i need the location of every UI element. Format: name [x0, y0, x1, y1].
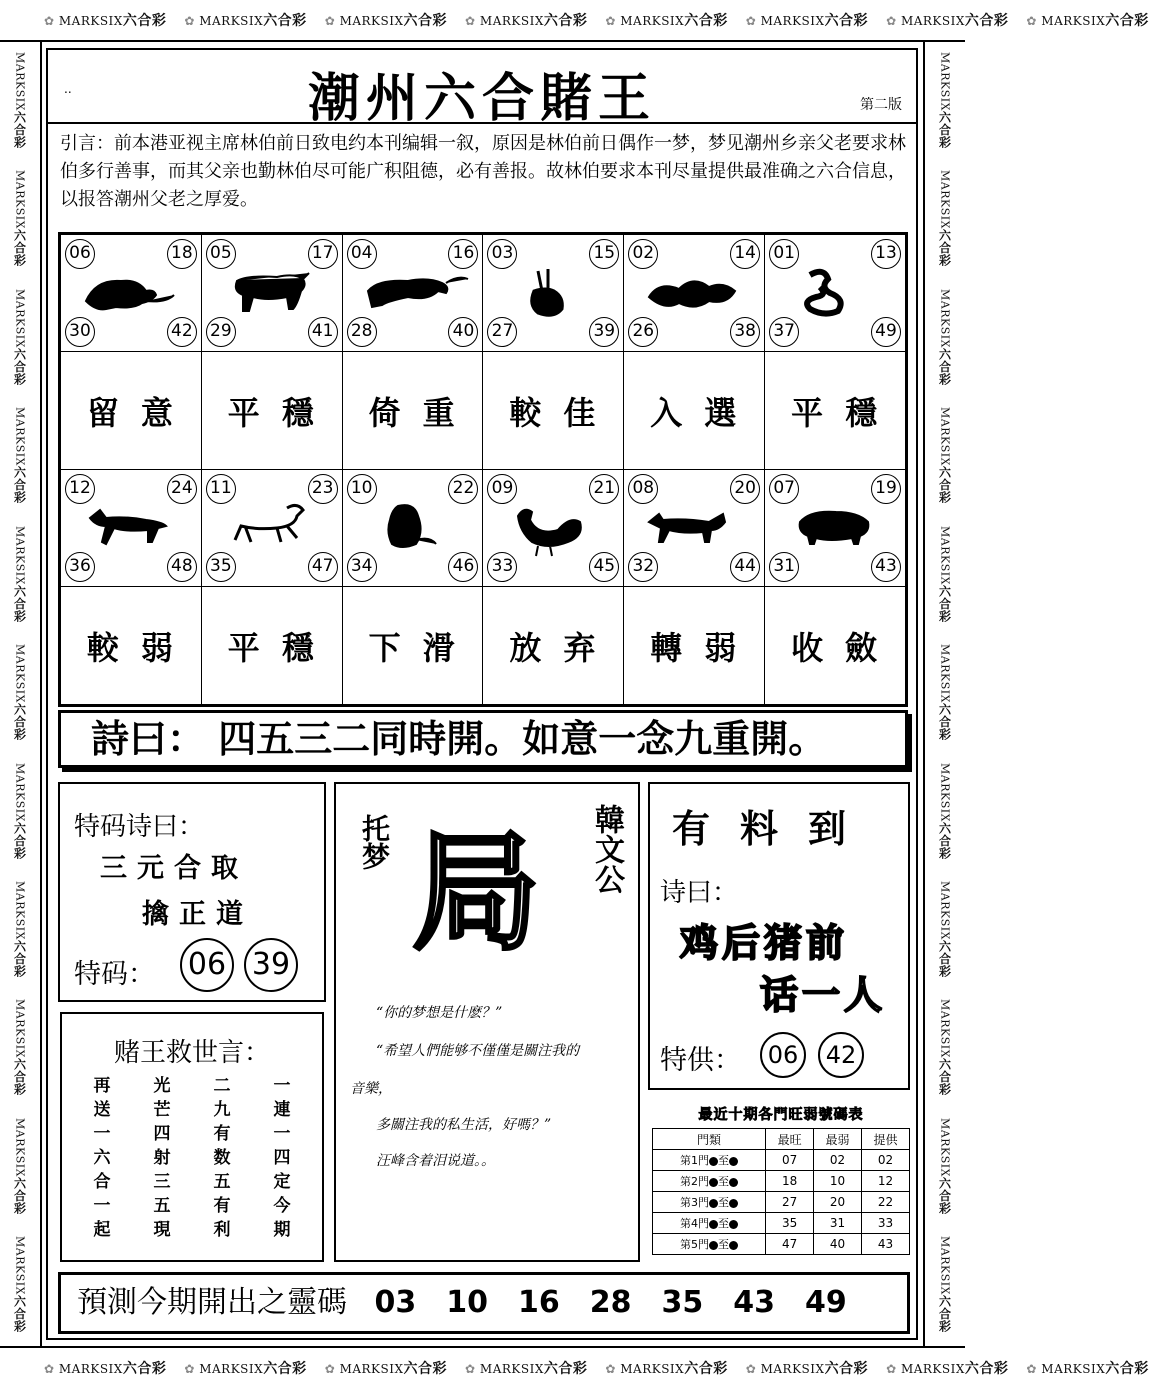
predict-number: 49: [805, 1285, 847, 1320]
predict-number: 43: [733, 1285, 776, 1320]
zodiac-number: 15: [589, 239, 619, 269]
stats-cold: 31: [814, 1213, 862, 1234]
zodiac-number: 05: [206, 239, 236, 269]
zodiac-forecast-word: 平穩: [201, 352, 342, 470]
edition-label: 第二版: [860, 97, 902, 113]
watermark-label: MARKSIX六合彩: [937, 288, 952, 386]
watermark-label: MARKSIX六合彩: [12, 644, 27, 741]
zodiac-number: 47: [308, 552, 338, 582]
stats-header-cold: 最弱: [814, 1129, 862, 1150]
zodiac-number: 40: [448, 317, 478, 347]
watermark-label: ✿ MARKSIX六合彩: [324, 13, 448, 29]
zodiac-number: 14: [730, 239, 760, 269]
watermark-label: MARKSIX六合彩: [12, 1236, 27, 1333]
tuo-meng-label: 托梦: [358, 814, 391, 870]
watermark-label: ✿ MARKSIX六合彩: [465, 1361, 588, 1377]
stats-cold: 20: [814, 1192, 862, 1213]
watermark-label: MARKSIX六合彩: [937, 525, 952, 623]
goat-icon: [217, 496, 327, 560]
zodiac-number: 34: [347, 552, 377, 582]
zodiac-forecast-word: 放弃: [483, 587, 624, 705]
zodiac-number: 06: [65, 239, 95, 269]
zodiac-number: 43: [871, 552, 901, 582]
watermark-label: MARKSIX六合彩: [12, 525, 27, 623]
zodiac-number: 23: [308, 474, 338, 504]
zodiac-number: 41: [308, 317, 338, 347]
zodiac-cell-ox: [201, 235, 342, 352]
youliao-poem-label: 诗曰：: [660, 878, 739, 908]
gate-stats: [652, 1104, 910, 1255]
ox-icon: [217, 261, 327, 325]
predict-bar: [58, 1272, 910, 1334]
stats-title: 最近十期各門旺弱號碼表: [698, 1107, 864, 1123]
dream-line-5: 汪峰含着泪说道。。: [376, 1153, 495, 1169]
zodiac-number: 24: [167, 474, 197, 504]
watermark-label: MARKSIX六合彩: [937, 644, 952, 741]
masthead: [48, 50, 916, 129]
zodiac-cell-rabbit: [483, 235, 624, 352]
watermark-label: MARKSIX六合彩: [12, 288, 27, 386]
youliao-line-2: 话一人: [760, 973, 887, 1017]
stats-hot: 47: [766, 1234, 814, 1255]
stats-hot: 35: [766, 1213, 814, 1234]
predict-number: 10: [446, 1285, 489, 1320]
zodiac-number: 48: [167, 552, 197, 582]
zodiac-number: 16: [448, 239, 478, 269]
dream-box: [334, 782, 640, 1262]
zodiac-number: 33: [487, 552, 517, 582]
tiger-icon: [358, 261, 468, 325]
watermark-label: ✿ MARKSIX六合彩: [886, 1361, 1009, 1377]
tema-label: 特码诗曰：: [74, 812, 205, 842]
zodiac-forecast-word: 倚重: [342, 352, 483, 470]
zodiac-number: 22: [448, 474, 478, 504]
watermark-label: ✿ MARKSIX六合彩: [44, 13, 167, 29]
stats-header-gate: 門類: [653, 1129, 766, 1150]
predict-number: 16: [518, 1285, 560, 1320]
dream-line-2: “希望人們能够不僅僅是關注我的: [376, 1043, 580, 1059]
watermark-label: MARKSIX六合彩: [937, 170, 952, 267]
author-label: 韓文公: [589, 804, 624, 894]
predict-numbers: [375, 1275, 877, 1331]
watermark-label: ✿ MARKSIX六合彩: [44, 1361, 167, 1377]
zodiac-number: 11: [206, 474, 236, 504]
dog-icon: [639, 496, 749, 560]
zodiac-number: 04: [347, 239, 377, 269]
tema-line-1: 三元合取: [100, 853, 248, 884]
zodiac-number: 35: [206, 552, 236, 582]
masthead-dots: ..: [64, 82, 72, 96]
rabbit-icon: [498, 261, 608, 325]
stats-offer: 33: [862, 1213, 910, 1234]
stats-gate: 第2門 至: [653, 1171, 766, 1192]
watermark-label: ✿ MARKSIX六合彩: [605, 1361, 728, 1377]
watermark-label: ✿ MARKSIX六合彩: [324, 1361, 448, 1377]
zodiac-forecast-word: 較佳: [483, 352, 624, 470]
zodiac-forecast-word: 收斂: [765, 587, 906, 705]
king-saying-column: 一 連 一 四 定 今 期: [273, 1076, 291, 1240]
watermark-label: MARKSIX六合彩: [937, 1236, 952, 1333]
monkey-icon: [358, 496, 468, 560]
stats-row: [653, 1150, 910, 1171]
stats-cold: 02: [814, 1150, 862, 1171]
tema-code-1: 06: [180, 938, 234, 992]
te-gong-code-2: 42: [818, 1032, 864, 1078]
zodiac-number: 39: [589, 317, 619, 347]
pig-icon: [780, 496, 890, 560]
horse-icon: [76, 496, 186, 560]
zodiac-number: 19: [871, 474, 901, 504]
tema-code-2: 39: [244, 938, 298, 992]
zodiac-number: 12: [65, 474, 95, 504]
youliao-heading: 有料到: [672, 807, 877, 851]
zodiac-number: 49: [871, 317, 901, 347]
watermark-label: MARKSIX六合彩: [937, 52, 952, 149]
predict-number: 35: [661, 1285, 704, 1320]
stats-header-offer: 提供: [862, 1129, 910, 1150]
zodiac-number: 29: [206, 317, 236, 347]
zodiac-number: 13: [871, 239, 901, 269]
zodiac-number: 46: [448, 552, 478, 582]
zodiac-cell-horse: [61, 470, 202, 587]
zodiac-number: 21: [589, 474, 619, 504]
stats-gate: 第3門 至: [653, 1192, 766, 1213]
watermark-label: MARKSIX六合彩: [937, 762, 952, 859]
stats-cold: 40: [814, 1234, 862, 1255]
watermark-label: MARKSIX六合彩: [12, 1117, 27, 1215]
watermark-label: MARKSIX六合彩: [937, 999, 952, 1096]
dream-line-3: 音樂，: [350, 1081, 392, 1097]
predict-number: 03: [374, 1285, 417, 1320]
watermark-label: ✿ MARKSIX六合彩: [605, 13, 728, 29]
watermark-label: MARKSIX六合彩: [12, 999, 27, 1096]
watermark-label: MARKSIX六合彩: [12, 407, 27, 504]
king-saying-column: 再 送 一 六 合 一 起: [93, 1076, 111, 1240]
zodiac-number: 09: [487, 474, 517, 504]
zodiac-forecast-word: 入選: [624, 352, 765, 470]
watermark-label: MARKSIX六合彩: [937, 880, 952, 978]
watermark-label: ✿ MARKSIX六合彩: [886, 13, 1009, 29]
zodiac-number: 03: [487, 239, 517, 269]
stats-hot: 18: [766, 1171, 814, 1192]
right-border: [923, 42, 965, 1346]
watermark-label: ✿ MARKSIX六合彩: [1026, 1361, 1149, 1377]
big-ju-character: 局: [412, 818, 541, 968]
zodiac-cell-rooster: [483, 470, 624, 587]
watermark-label: MARKSIX六合彩: [12, 880, 27, 978]
watermark-label: MARKSIX六合彩: [937, 407, 952, 504]
watermark-label: MARKSIX六合彩: [12, 52, 27, 149]
te-gong-code-1: 06: [760, 1032, 806, 1078]
zodiac-number: 42: [167, 317, 197, 347]
zodiac-number: 01: [769, 239, 799, 269]
zodiac-number: 10: [347, 474, 377, 504]
zodiac-number: 20: [730, 474, 760, 504]
predict-number: 28: [589, 1285, 632, 1320]
youliao-line-1: 鸡后猪前: [680, 921, 849, 965]
zodiac-grid: [58, 232, 908, 707]
zodiac-forecast-word: 平穩: [201, 587, 342, 705]
stats-gate: 第4門 至: [653, 1213, 766, 1234]
predict-label: 預測今期開出之靈碼: [77, 1285, 347, 1320]
zodiac-number: 08: [628, 474, 658, 504]
page-title: 潮州六合賭王: [307, 68, 656, 129]
king-saying-column: 光 芒 四 射 三 五 現: [153, 1076, 171, 1240]
zodiac-number: 28: [347, 317, 377, 347]
stats-gate: 第5門 至: [653, 1234, 766, 1255]
dream-line-4: 多關注我的私生活，好嗎？”: [376, 1117, 552, 1133]
rat-icon: [76, 261, 186, 325]
rooster-icon: [498, 496, 608, 560]
watermark-label: ✿ MARKSIX六合彩: [745, 1361, 869, 1377]
zodiac-cell-dragon: [624, 235, 765, 352]
stats-header-hot: 最旺: [766, 1129, 814, 1150]
stats-hot: 27: [766, 1192, 814, 1213]
snake-icon: [780, 261, 890, 325]
newspaper-page: [46, 48, 918, 1340]
top-border: [0, 0, 1149, 42]
dragon-icon: [639, 261, 749, 325]
zodiac-cell-rat: [61, 235, 202, 352]
watermark-label: MARKSIX六合彩: [12, 762, 27, 859]
watermark-label: MARKSIX六合彩: [12, 170, 27, 267]
zodiac-forecast-word: 留意: [61, 352, 202, 470]
watermark-label: ✿ MARKSIX六合彩: [184, 13, 307, 29]
tema-code-label: 特码：: [74, 959, 155, 990]
zodiac-forecast-word: 較弱: [61, 587, 202, 705]
zodiac-cell-pig: [765, 470, 906, 587]
zodiac-cell-snake: [765, 235, 906, 352]
watermark-label: MARKSIX六合彩: [937, 1117, 952, 1215]
watermark-label: ✿ MARKSIX六合彩: [465, 13, 588, 29]
stats-gate: 第1門 至: [653, 1150, 766, 1171]
zodiac-number: 31: [769, 552, 799, 582]
zodiac-number: 02: [628, 239, 658, 269]
stats-hot: 07: [766, 1150, 814, 1171]
stats-offer: 12: [862, 1171, 910, 1192]
youliao-box: [648, 782, 910, 1090]
king-saying-columns: [92, 1074, 292, 1242]
te-gong-label: 特供：: [660, 1045, 741, 1076]
zodiac-cell-tiger: [342, 235, 483, 352]
zodiac-number: 45: [589, 552, 619, 582]
zodiac-forecast-word: 下滑: [342, 587, 483, 705]
zodiac-forecast-word: 轉弱: [624, 587, 765, 705]
zodiac-forecast-word: 平穩: [765, 352, 906, 470]
zodiac-number: 30: [65, 317, 95, 347]
zodiac-number: 37: [769, 317, 799, 347]
zodiac-number: 27: [487, 317, 517, 347]
king-saying-heading: 赌王救世言：: [113, 1038, 270, 1068]
zodiac-number: 38: [730, 317, 760, 347]
poem-banner: 詩曰： 四五三二同時開。如意一念九重開。: [58, 710, 908, 768]
stats-row: [653, 1213, 910, 1234]
zodiac-number: 07: [769, 474, 799, 504]
watermark-label: ✿ MARKSIX六合彩: [1026, 13, 1149, 29]
left-border: [0, 42, 42, 1346]
zodiac-number: 17: [308, 239, 338, 269]
stats-row: [653, 1171, 910, 1192]
zodiac-number: 36: [65, 552, 95, 582]
stats-offer: 22: [862, 1192, 910, 1213]
watermark-label: ✿ MARKSIX六合彩: [745, 13, 869, 29]
zodiac-number: 44: [730, 552, 760, 582]
stats-offer: 02: [862, 1150, 910, 1171]
stats-cold: 10: [814, 1171, 862, 1192]
zodiac-number: 18: [167, 239, 197, 269]
watermark-label: ✿ MARKSIX六合彩: [184, 1361, 307, 1377]
zodiac-cell-monkey: [342, 470, 483, 587]
tema-line-2: 擒正道: [142, 899, 253, 930]
stats-row: [653, 1234, 910, 1255]
stats-offer: 43: [862, 1234, 910, 1255]
zodiac-cell-dog: [624, 470, 765, 587]
intro-text: 引言：前本港亚视主席林伯前日致电约本刊编辑一叙，原因是林伯前日偶作一梦，梦见潮州乡亲父老要求林伯多行善事，而其父亲也勤林伯尽可能广积阻德，必有善报。故林伯要求本刊尽量提供最准确之六合信息，以报答潮州父老之厚爱。: [60, 133, 906, 210]
zodiac-number: 26: [628, 317, 658, 347]
dream-line-1: “你的梦想是什麽？”: [376, 1005, 503, 1021]
stats-row: [653, 1192, 910, 1213]
tema-box: [58, 782, 326, 1002]
zodiac-number: 32: [628, 552, 658, 582]
king-saying-box: [60, 1012, 324, 1262]
zodiac-cell-goat: [201, 470, 342, 587]
bottom-border: [0, 1346, 1149, 1388]
king-saying-column: 二 九 有 数 五 有 利: [213, 1076, 231, 1240]
